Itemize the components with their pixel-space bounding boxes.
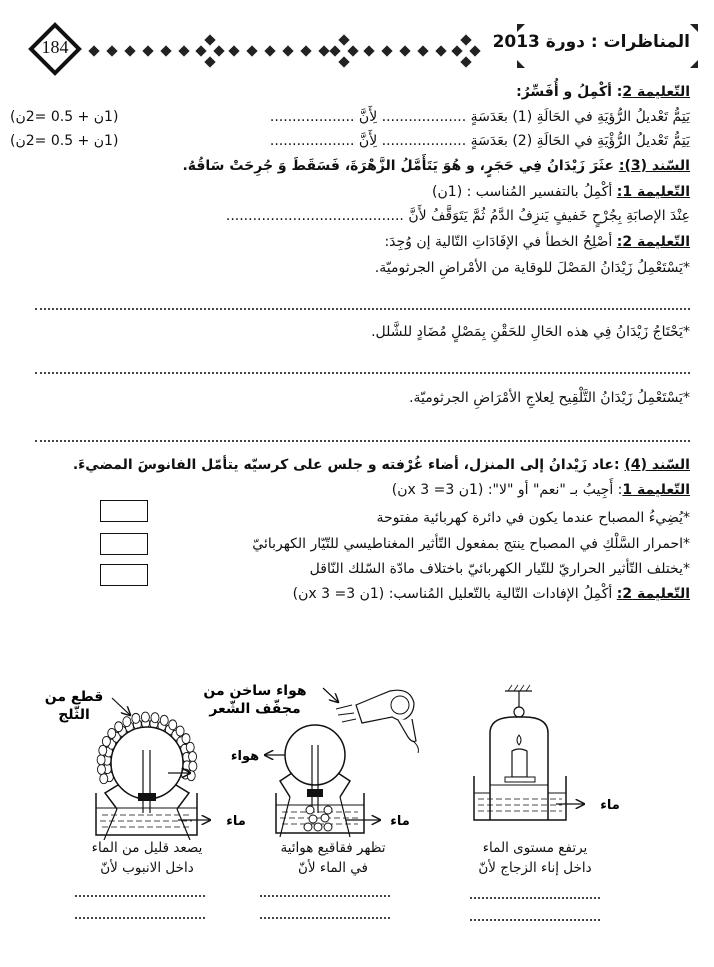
candle-bell-jar-diagram [474, 685, 620, 820]
ice-piece-icon [189, 761, 197, 771]
page-number: 184 [41, 37, 69, 57]
diamond-dot-icon [124, 45, 135, 56]
statement: *يَسْتَعْمِلُ زَيْدَانُ المَصْلَ للوقاية من الأمْراضِ الجرثوميّة. [374, 260, 690, 276]
flask-bulb [111, 727, 183, 799]
stopper-icon [307, 789, 323, 797]
diamond-dot-icon [106, 45, 117, 56]
diamond-cluster-icon [195, 45, 206, 56]
answer-dotted-line[interactable] [75, 895, 205, 897]
ice-piece-icon [186, 742, 194, 752]
instruction-heading [516, 84, 690, 100]
flame-icon [517, 735, 521, 745]
diamond-dot-icon [282, 45, 293, 56]
instruction-heading [432, 184, 690, 200]
ice-piece-icon [169, 720, 177, 730]
question-line [10, 109, 690, 125]
corner-mark-icon [690, 60, 698, 68]
water-waves [280, 812, 360, 824]
header-title: المناظرات : دورة 2013 [492, 32, 690, 52]
corner-mark-icon [517, 24, 525, 32]
document-text: :عاد زَيْدانُ إلى المنزل، أضاء غُرْفته و جلس على كرسيّه يتأمّل الفانوسَ المضيءَ. [72, 457, 625, 473]
document-label: السّند (3): [618, 158, 690, 174]
diamond-dot-icon [435, 45, 446, 56]
caption-line: داخل إناء الزجاج لأنّ [478, 860, 592, 876]
question-line [10, 133, 690, 149]
question-text[interactable]: يَتِمُّ تَعْديلُ الرُّؤيَةِ في الحَالَةِ (1) بعَدَسَةٍ ................... لِأَنَّ ................... [269, 109, 690, 125]
diamond-cluster-icon [204, 56, 215, 67]
ice-piece-icon [99, 745, 107, 755]
caption-line: تظهر فقاقيع هوائية [280, 840, 386, 856]
answer-dotted-line[interactable] [470, 919, 600, 921]
diamond-cluster-icon [469, 45, 480, 56]
answer-dotted-line[interactable] [260, 895, 390, 897]
ice-piece-icon [160, 715, 168, 725]
ice-piece-icon [141, 712, 149, 722]
decorative-diamond-row [90, 40, 485, 62]
yes-no-item: *يُضِيءُ المصباح عندما يكون في دائرة كهربائية مفتوحة [376, 510, 690, 526]
caption-right [450, 838, 620, 878]
hair-dryer-icon [336, 690, 418, 753]
page-header [20, 22, 700, 82]
ice-piece-icon [97, 755, 105, 765]
ice-piece-icon [97, 764, 105, 774]
ice-piece-icon [123, 717, 131, 727]
answer-dotted-line[interactable] [470, 897, 600, 899]
ice-piece-icon [189, 752, 197, 762]
statement: *يَسْتَعْمِلُ زَيْدَانُ التَّلْقِيح لِعلاجِ الأمْرَاضِ الجرثوميّة. [409, 390, 690, 406]
stopper-icon [138, 793, 156, 801]
diamond-cluster-icon [213, 45, 224, 56]
diamond-dot-icon [381, 45, 392, 56]
diamond-dot-icon [318, 45, 329, 56]
arrow-icon [112, 698, 130, 715]
diamond-cluster-icon [460, 56, 471, 67]
answer-line[interactable]: عِنْدَ الإصابَةِ بِجُرْحٍ خَفيفٍ يَنزِفُ الدَّمُ ثُمَّ يَتَوَقَّفُ لأَنَّ ........................................ [225, 208, 690, 224]
instruction-heading [392, 482, 690, 498]
caption-line: يصعد قليل من الماء [91, 840, 203, 856]
diamond-dot-icon [160, 45, 171, 56]
answer-dotted-line[interactable] [35, 372, 690, 374]
water-label: ماء [390, 814, 410, 829]
diamond-dot-icon [399, 45, 410, 56]
instruction-text: : أَجِيبُ بـ "نعم" أو "لا": (1ن x 3 =3ن) [391, 482, 623, 498]
score-label: (1ن + 0.5 =2ن) [10, 109, 119, 125]
flask-bulb [285, 725, 345, 785]
candle-icon [512, 749, 527, 777]
document-label: السّند (4) [624, 457, 690, 473]
diamond-cluster-icon [347, 45, 358, 56]
hot-air-label: هواء ساخن من [203, 683, 307, 699]
instruction-label: التّعليمة 2: [616, 234, 690, 250]
experiment-figures [0, 665, 714, 965]
instruction-label: التّعليمة 1: [616, 184, 690, 200]
instruction-text: أصْلِحُ الخطأ في الإفَادَاتِ التّالية إن وُجِدَ: [384, 234, 617, 250]
ice-piece-icon [151, 713, 159, 723]
answer-box[interactable] [100, 500, 148, 522]
ice-piece-icon [187, 771, 195, 781]
instruction-text: أكْمِلُ الإفادات التّالية بالتّعليل المُناسب: (1ن x 3 =3ن) [292, 586, 617, 602]
diamond-dot-icon [88, 45, 99, 56]
answer-box[interactable] [100, 564, 148, 586]
instruction-heading [293, 586, 690, 602]
hot-air-label: مجفّف الشّعر [209, 701, 301, 717]
caption-middle [248, 838, 418, 878]
corner-mark-icon [517, 60, 525, 68]
water-label: ماء [600, 798, 620, 813]
water-basin [474, 776, 566, 820]
statement: *يَحْتَاجُ زَيْدَانُ فِي هذه الحَالِ للحَقْنِ بِمَصْلٍ مُضَادٍ للشَّلل. [371, 324, 690, 340]
instruction-text: أكْمِلُ بالتفسير المُناسب : (1ن) [432, 184, 617, 200]
diamond-cluster-icon [338, 34, 349, 45]
page-number-badge [28, 22, 82, 76]
diamond-cluster-icon [329, 45, 340, 56]
ice-piece-icon [102, 736, 110, 746]
ice-piece-icon [176, 726, 184, 736]
ice-label: قطع من [44, 689, 104, 705]
diamond-dot-icon [264, 45, 275, 56]
ice-piece-icon [100, 774, 108, 784]
ice-piece-icon [115, 722, 123, 732]
answer-dotted-line[interactable] [35, 440, 690, 442]
diamond-cluster-icon [460, 34, 471, 45]
diamond-cluster-icon [338, 56, 349, 67]
diamond-dot-icon [417, 45, 428, 56]
ice-label: الثّلج [58, 707, 90, 723]
diamond-cluster-icon [204, 34, 215, 45]
experiment-diagrams [0, 665, 714, 840]
answer-dotted-line[interactable] [35, 308, 690, 310]
ice-piece-icon [132, 713, 140, 723]
yes-no-item: *يختلف التّأثير الحراريّ للتّيار الكهربائيّ باختلاف مادّة السّلك النّاقل [309, 561, 690, 577]
ice-piece-icon [108, 728, 116, 738]
diamond-dot-icon [246, 45, 257, 56]
corner-mark-icon [690, 24, 698, 32]
diamond-dot-icon [300, 45, 311, 56]
water-label: ماء [226, 814, 246, 829]
score-label: (1ن + 0.5 =2ن) [10, 133, 119, 149]
diamond-dot-icon [178, 45, 189, 56]
diamond-cluster-icon [451, 45, 462, 56]
caption-line: في الماء لأنّ [297, 860, 369, 876]
diamond-dot-icon [142, 45, 153, 56]
caption-line: داخل الانبوب لأنّ [100, 860, 194, 876]
diamond-dot-icon [228, 45, 239, 56]
answer-dotted-line[interactable] [75, 917, 205, 919]
instruction-label: التّعليمة 2 [622, 84, 690, 100]
instruction-label: التّعليمة 2: [616, 586, 690, 602]
answer-box[interactable] [100, 533, 148, 555]
yes-no-item: *احمرار السَّلْكِ في المصباح ينتج بمفعول التّأثير المغناطيسي للتّيّار الكهربائيّ [252, 536, 690, 552]
document-3 [182, 158, 690, 174]
instruction-heading [384, 234, 690, 250]
diamond-dot-icon [363, 45, 374, 56]
question-text[interactable]: يَتِمُّ تَعْديلُ الرُّؤْيَةِ في الحَالَةِ (2) بعَدَسَةٍ ................... لِأَنَّ ................... [269, 133, 690, 149]
jar-knob [514, 707, 524, 717]
instruction-label: التّعليمة 1 [622, 482, 690, 498]
document-4 [73, 457, 690, 473]
answer-dotted-line[interactable] [260, 917, 390, 919]
instruction-text: : أكْمِلُ و أُفَسِّرُ: [516, 84, 623, 100]
document-text: عثَرَ زَيْدَانُ فِي حَجَرٍ، و هُوَ يَتَأَمَّلُ الزَّهْرَةَ، فَسَقَطَ وَ جُرِحَتْ سَاقُهُ. [182, 158, 619, 174]
air-label: هواء [230, 749, 260, 764]
caption-left [62, 838, 232, 878]
arrow-icon [323, 688, 338, 702]
caption-line: يرتفع مستوى الماء [482, 840, 588, 856]
